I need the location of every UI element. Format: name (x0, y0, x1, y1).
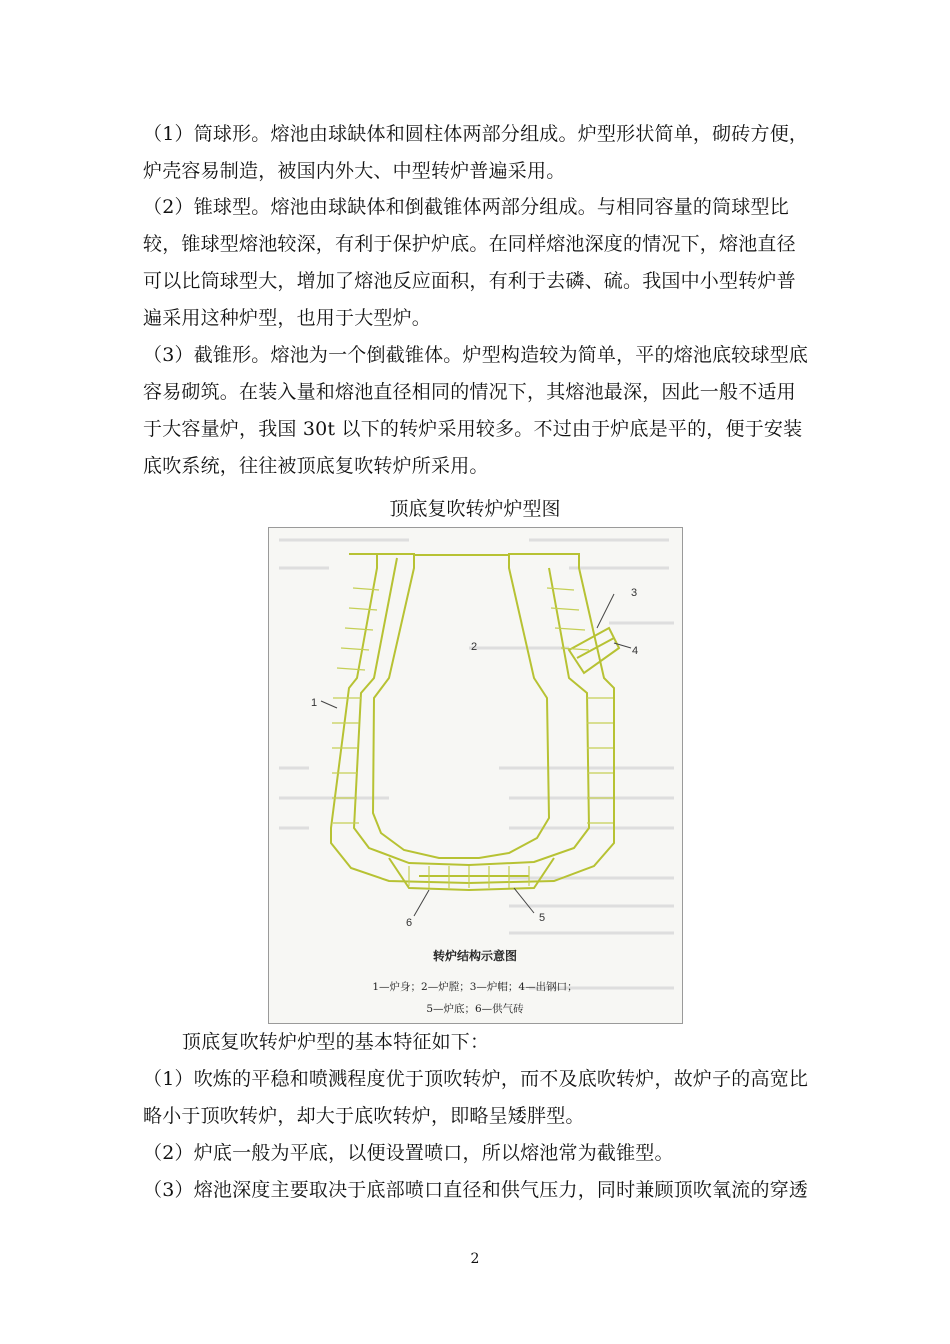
label-6: 6 (406, 917, 413, 929)
label-2: 2 (471, 641, 478, 653)
feature-2: （2）炉底一般为平底，以便设置喷口，所以熔池常为截锥型。 (143, 1142, 674, 1164)
page-number: 2 (470, 1251, 480, 1267)
label-1: 1 (311, 697, 318, 709)
features-intro: 顶底复吹转炉炉型的基本特征如下： (182, 1031, 490, 1053)
label-4: 4 (632, 645, 639, 657)
diagram-legend-line-2: 5—炉底；6—供气砖 (426, 1003, 524, 1015)
converter-diagram (269, 528, 682, 1023)
feature-3: （3）熔池深度主要取决于底部喷口直径和供气压力，同时兼顾顶吹氧流的穿透 (143, 1179, 809, 1201)
converter-outline (331, 554, 619, 890)
label-3: 3 (631, 587, 638, 599)
paragraph-cone-ball: （2）锥球型。熔池由球缺体和倒截锥体两部分组成。与相同容量的筒球型比较，锥球型熔池较深，有利于保护炉底。在同样熔池深度的情况下，熔池直径可以比筒球型大，增加了熔池反应面积，有利于去磷、硫。我国中小型转炉普遍采用这种炉型，也用于大型炉。 (143, 196, 796, 329)
label-5: 5 (539, 912, 546, 924)
figure-caption: 顶底复吹转炉炉型图 (389, 498, 561, 520)
diagram-legend-line-1: 1—炉身；2—炉膛；3—炉帽；4—出钢口； (372, 981, 578, 993)
converter-figure (268, 527, 683, 1024)
diagram-title: 转炉结构示意图 (432, 949, 518, 963)
feature-1: （1）吹炼的平稳和喷溅程度优于顶吹转炉，而不及底吹转炉，故炉子的高宽比略小于顶吹转炉，却大于底吹转炉，即略呈矮胖型。 (143, 1068, 809, 1127)
paragraph-tube-ball: （1）筒球形。熔池由球缺体和圆柱体两部分组成。炉型形状简单，砌砖方便，炉壳容易制造，被国内外大、中型转炉普遍采用。 (143, 123, 809, 182)
paragraph-truncated-cone: （3）截锥形。熔池为一个倒截锥体。炉型构造较为简单，平的熔池底较球型底容易砌筑。在装入量和熔池直径相同的情况下，其熔池最深，因此一般不适用于大容量炉，我国 30t 以下的转炉采用较多。不过由于炉底是平的，便于安装底吹系统，往往被顶底复吹转炉所采用。 (143, 344, 809, 477)
